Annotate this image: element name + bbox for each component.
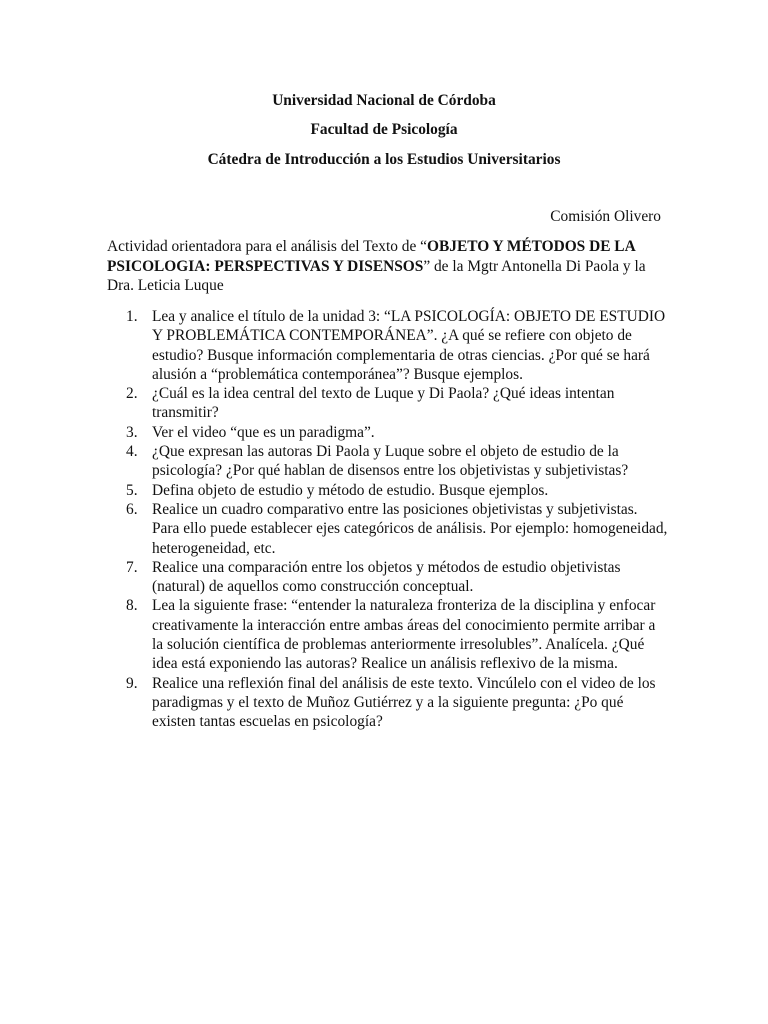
list-item [0,674,768,732]
list-item [0,481,768,500]
list-item [0,423,768,442]
intro-prefix: Actividad orientadora para el análisis del Texto de “ [107,238,428,255]
list-item-number: 7. [126,558,138,576]
list-item [0,384,768,423]
list-item-number: 6. [126,500,138,518]
list-item-text: Lea la siguiente frase: “entender la naturaleza fronteriza de la disciplina y enfocar creativamente la interacción entre ambas áreas del conocimiento permite arribar a la solución científica de problemas anteriormente irresolubles”. Analícela. ¿Qué idea está exponiendo las autoras? Realice un análisis reflexivo de la misma. [152,597,656,673]
list-item-text: Defina objeto de estudio y método de estudio. Busque ejemplos. [152,481,549,499]
activity-list [0,307,768,732]
list-item [0,442,768,481]
list-item-text: ¿Que expresan las autoras Di Paola y Luque sobre el objeto de estudio de la psicología? ¿Por qué hablan de disensos entre los objetivistas y subjetivistas? [152,443,629,480]
list-item-number: 2. [126,385,138,403]
list-item-text: Realice una reflexión final del análisis de este texto. Vincúlelo con el video de los paradigmas y el texto de Muñoz Gutiérrez y a la siguiente pregunta: ¿Po qué existen tantas escuelas en psicología? [152,674,656,731]
commission-label: Comisión Olivero [550,208,661,225]
list-item-number: 4. [126,443,138,461]
faculty-heading: Facultad de Psicología [310,121,458,138]
list-item [0,500,768,558]
list-item-number: 5. [126,481,138,499]
list-item [0,307,768,384]
university-heading: Universidad Nacional de Córdoba [272,92,496,109]
intro-text-title: OBJETO Y MÉTODOS DE LA PSICOLOGIA: PERSPECTIVAS Y DISENSOS [107,238,635,275]
list-item-number: 1. [126,308,138,325]
list-item-text: Realice un cuadro comparativo entre las posiciones objetivistas y subjetivistas. Para ello puede establecer ejes categóricos de análisis. Por ejemplo: homogeneidad, heterogeneidad, etc. [152,500,668,557]
list-item-text: ¿Cuál es la idea central del texto de Luque y Di Paola? ¿Qué ideas intentan transmitir? [152,385,615,422]
intro-suffix: ” de la Mgtr Antonella Di Paola y la Dra. Leticia Luque [107,257,646,295]
chair-heading: Cátedra de Introducción a los Estudios Universitarios [207,151,561,168]
list-item-number: 8. [126,597,138,615]
list-item-text: Realice una comparación entre los objetos y métodos de estudio objetivistas (natural) de aquellos como construcción conceptual. [152,558,621,596]
list-item-number: 3. [126,423,138,441]
list-item-text: Ver el video “que es un paradigma”. [152,423,375,441]
intro-paragraph [107,237,667,296]
list-item [0,558,768,597]
list-item-number: 9. [126,674,138,692]
list-item [0,596,768,673]
list-item-text: Lea y analice el título de la unidad 3: “LA PSICOLOGÍA: OBJETO DE ESTUDIO Y PROBLEMÁTICA CONTEMPORÁNEA”. ¿A qué se refiere con objeto de estudio? Busque información complementaria de otras ciencias. ¿Por qué se hará alusión a “problemática contemporánea”? Busque ejemplos. [152,308,666,383]
